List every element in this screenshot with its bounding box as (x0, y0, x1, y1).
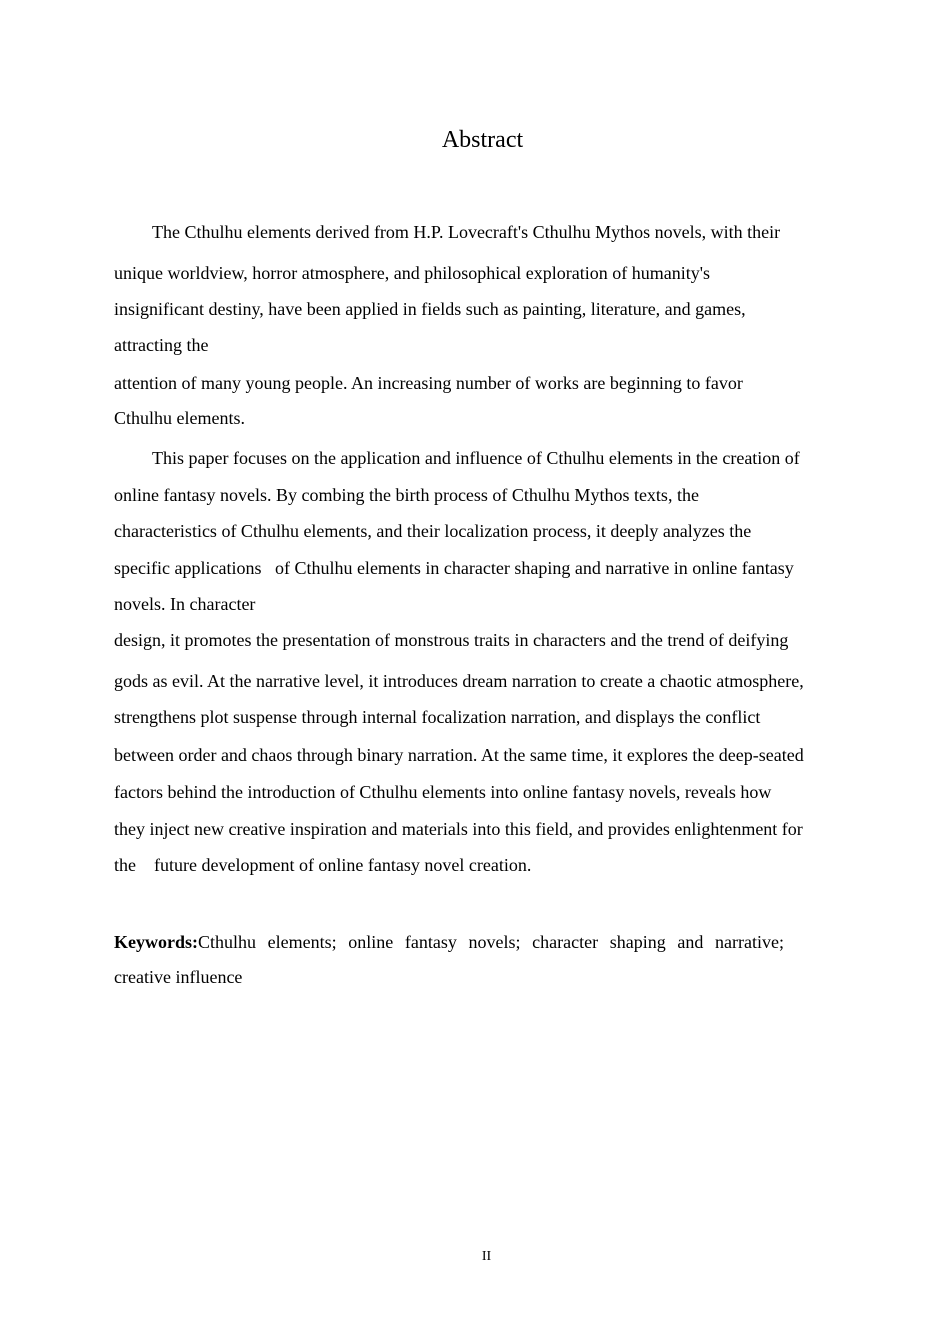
abstract-title: Abstract (441, 127, 524, 153)
paragraph-line: factors behind the introduction of Cthulhu elements into online fantasy novels, reveals how (114, 782, 772, 802)
page-number: II (481, 1249, 492, 1264)
paragraph-line: The Cthulhu elements derived from H.P. Lovecraft's Cthulhu Mythos novels, with their (152, 222, 781, 242)
paragraph-line: insignificant destiny, have been applied in fields such as painting, literature, and games, (114, 299, 746, 319)
paragraph-line: attention of many young people. An increasing number of works are beginning to favor (114, 373, 743, 393)
paragraph-line: between order and chaos through binary narration. At the same time, it explores the deep-seated (114, 745, 804, 765)
keywords-line (114, 931, 784, 953)
paragraph-line: design, it promotes the presentation of monstrous traits in characters and the trend of deifying (114, 630, 789, 650)
keywords-label: Keywords: (114, 932, 198, 952)
paragraph-line: characteristics of Cthulhu elements, and their localization process, it deeply analyzes the (114, 521, 752, 541)
keywords-text: Cthulhu elements; online fantasy novels; character shaping and narrative; (198, 932, 784, 952)
paragraph-line: novels. In character (114, 594, 256, 614)
paragraph-line: This paper focuses on the application and influence of Cthulhu elements in the creation of (152, 448, 800, 468)
paragraph-line: online fantasy novels. By combing the birth process of Cthulhu Mythos texts, the (114, 485, 699, 505)
paragraph-line: attracting the (114, 335, 209, 355)
paragraph-line: the future development of online fantasy novel creation. (114, 855, 532, 875)
paragraph-line: specific applications of Cthulhu elements in character shaping and narrative in online fantasy (114, 558, 794, 578)
paragraph-line: gods as evil. At the narrative level, it introduces dream narration to create a chaotic atmosphere, (114, 671, 804, 691)
paragraph-line: Cthulhu elements. (114, 408, 245, 428)
paragraph-line: unique worldview, horror atmosphere, and philosophical exploration of humanity's (114, 263, 710, 283)
paragraph-line: strengthens plot suspense through internal focalization narration, and displays the conflict (114, 707, 761, 727)
keywords-line-2: creative influence (114, 967, 243, 987)
paragraph-line: they inject new creative inspiration and materials into this field, and provides enlightenment for (114, 819, 803, 839)
